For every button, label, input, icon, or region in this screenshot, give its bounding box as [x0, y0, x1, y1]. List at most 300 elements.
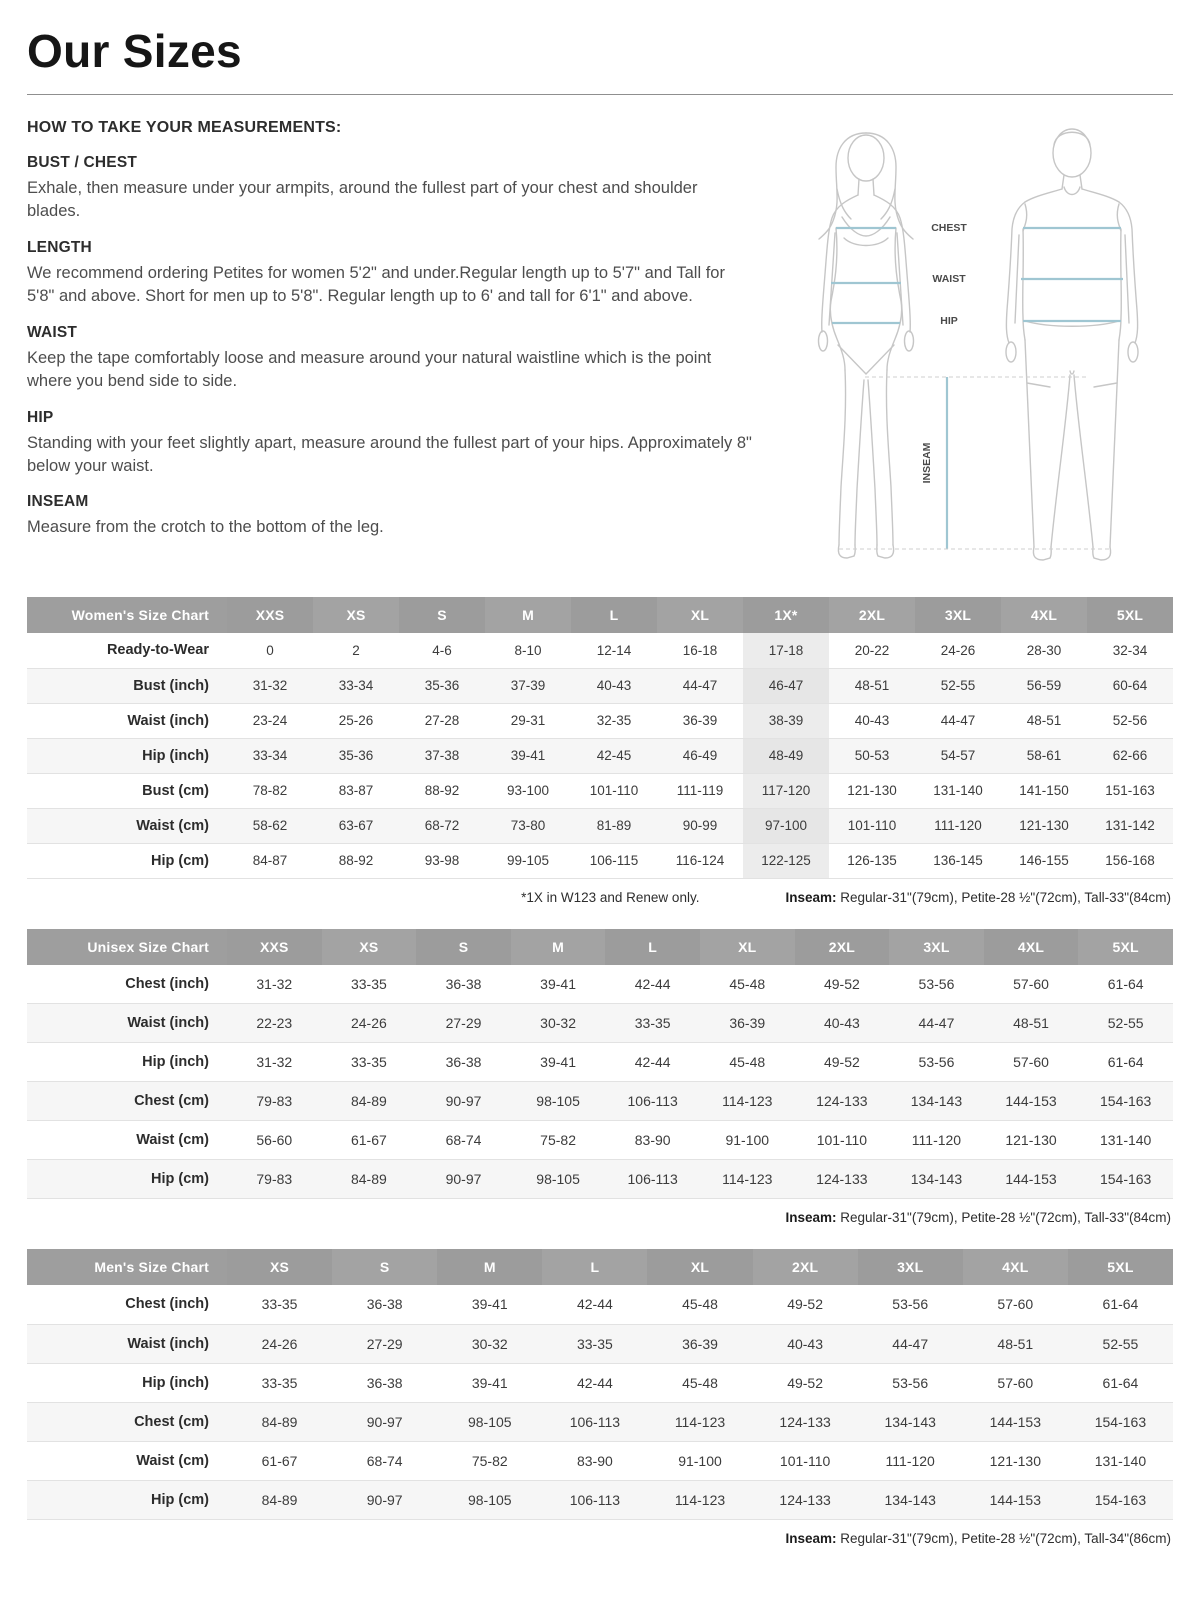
size-cell: 42-44	[542, 1363, 647, 1402]
size-cell: 33-35	[322, 1043, 417, 1082]
table-row	[27, 1285, 1173, 1324]
size-cell: 58-62	[227, 808, 313, 843]
row-label: Waist (cm)	[27, 1121, 227, 1160]
size-cell: 54-57	[915, 738, 1001, 773]
size-cell: 16-18	[657, 633, 743, 668]
inseam-footnote-text: Regular-31"(79cm), Petite-28 ½"(72cm), Tall-33"(84cm)	[840, 1210, 1171, 1225]
inseam-diagram-label: INSEAM	[921, 442, 933, 484]
size-cell: 78-82	[227, 773, 313, 808]
row-label: Bust (inch)	[27, 668, 227, 703]
size-cell: 22-23	[227, 1004, 322, 1043]
row-label: Hip (cm)	[27, 1160, 227, 1199]
size-cell: 53-56	[889, 965, 984, 1004]
size-cell: 39-41	[437, 1285, 542, 1324]
row-label: Hip (inch)	[27, 1363, 227, 1402]
chart-title: Women's Size Chart	[27, 597, 227, 633]
size-column-header: 2XL	[829, 597, 915, 633]
size-column-header: L	[571, 597, 657, 633]
size-cell: 88-92	[313, 843, 399, 878]
size-cell: 33-35	[605, 1004, 700, 1043]
mens-size-chart-section	[27, 1249, 1173, 1546]
table-row	[27, 1004, 1173, 1043]
woman-figure-outline	[819, 133, 914, 558]
size-cell: 49-52	[753, 1285, 858, 1324]
size-column-header: 3XL	[915, 597, 1001, 633]
size-cell: 24-26	[322, 1004, 417, 1043]
footnote-inseam	[785, 1210, 1171, 1225]
size-cell: 97-100	[743, 808, 829, 843]
size-cell: 126-135	[829, 843, 915, 878]
size-cell: 38-39	[743, 703, 829, 738]
size-cell: 106-115	[571, 843, 657, 878]
size-cell: 2	[313, 633, 399, 668]
instruction-title: HIP	[27, 408, 54, 426]
size-cell: 48-51	[1001, 703, 1087, 738]
size-cell: 36-39	[657, 703, 743, 738]
size-cell: 48-51	[829, 668, 915, 703]
size-cell: 156-168	[1087, 843, 1173, 878]
size-cell: 121-130	[963, 1441, 1068, 1480]
size-cell: 136-145	[915, 843, 1001, 878]
size-cell: 40-43	[829, 703, 915, 738]
size-cell: 61-64	[1068, 1363, 1173, 1402]
row-label: Chest (cm)	[27, 1402, 227, 1441]
size-column-header: M	[437, 1249, 542, 1285]
size-cell: 62-66	[1087, 738, 1173, 773]
instruction-title: LENGTH	[27, 238, 92, 256]
row-label: Ready-to-Wear	[27, 633, 227, 668]
size-cell: 52-55	[1078, 1004, 1173, 1043]
size-cell: 88-92	[399, 773, 485, 808]
table-row	[27, 773, 1173, 808]
unisex-size-chart-section	[27, 929, 1173, 1226]
size-column-header: S	[332, 1249, 437, 1285]
size-cell: 114-123	[700, 1082, 795, 1121]
size-cell: 116-124	[657, 843, 743, 878]
size-cell: 84-89	[322, 1082, 417, 1121]
body-measurement-diagram	[777, 119, 1173, 583]
size-cell: 40-43	[753, 1324, 858, 1363]
instruction-body: Standing with your feet slightly apart, measure around the fullest part of your hips. Approximately 8" below your waist.	[27, 433, 752, 475]
size-cell: 33-35	[227, 1285, 332, 1324]
size-cell: 99-105	[485, 843, 571, 878]
row-label: Chest (inch)	[27, 965, 227, 1004]
size-cell: 106-113	[542, 1402, 647, 1441]
size-cell: 75-82	[511, 1121, 606, 1160]
size-column-header: XXS	[227, 597, 313, 633]
size-cell: 106-113	[542, 1480, 647, 1519]
unisex-size-table	[27, 929, 1173, 1200]
size-column-header: 4XL	[1001, 597, 1087, 633]
size-cell: 32-34	[1087, 633, 1173, 668]
size-cell: 134-143	[858, 1402, 963, 1441]
inseam-guide-lines	[839, 377, 1109, 549]
table-row	[27, 1121, 1173, 1160]
table-row	[27, 965, 1173, 1004]
size-cell: 61-64	[1078, 965, 1173, 1004]
size-cell: 98-105	[511, 1082, 606, 1121]
size-cell: 57-60	[963, 1285, 1068, 1324]
size-cell: 52-55	[915, 668, 1001, 703]
inseam-footnote-text: Regular-31"(79cm), Petite-28 ½"(72cm), Tall-34"(86cm)	[840, 1530, 1171, 1546]
size-cell: 131-140	[1068, 1441, 1173, 1480]
size-cell: 29-31	[485, 703, 571, 738]
instruction-title: BUST / CHEST	[27, 154, 138, 171]
size-cell: 154-163	[1078, 1160, 1173, 1199]
size-cell: 27-29	[332, 1324, 437, 1363]
size-cell: 154-163	[1068, 1402, 1173, 1441]
size-column-header: M	[485, 597, 571, 633]
size-column-header: S	[416, 929, 511, 965]
size-column-header: XS	[322, 929, 417, 965]
size-cell: 90-97	[332, 1402, 437, 1441]
size-cell: 93-98	[399, 843, 485, 878]
table-row	[27, 1480, 1173, 1519]
header-row	[27, 597, 1173, 633]
table-row	[27, 1441, 1173, 1480]
size-column-header: XL	[647, 1249, 752, 1285]
table-row	[27, 738, 1173, 773]
instruction-title: INSEAM	[27, 493, 89, 511]
size-cell: 114-123	[700, 1160, 795, 1199]
row-label: Waist (inch)	[27, 703, 227, 738]
size-cell: 44-47	[657, 668, 743, 703]
size-cell: 83-90	[605, 1121, 700, 1160]
size-cell: 144-153	[963, 1402, 1068, 1441]
size-cell: 134-143	[889, 1160, 984, 1199]
instruction-bust-chest	[27, 154, 755, 224]
size-cell: 111-119	[657, 773, 743, 808]
size-cell: 35-36	[399, 668, 485, 703]
size-cell: 53-56	[858, 1363, 963, 1402]
size-column-header: M	[511, 929, 606, 965]
size-cell: 124-133	[753, 1480, 858, 1519]
size-cell: 39-41	[511, 965, 606, 1004]
size-cell: 45-48	[700, 965, 795, 1004]
row-label: Bust (cm)	[27, 773, 227, 808]
size-cell: 45-48	[647, 1285, 752, 1324]
size-cell: 36-38	[416, 965, 511, 1004]
size-cell: 98-105	[437, 1480, 542, 1519]
size-column-header: L	[542, 1249, 647, 1285]
size-cell: 45-48	[647, 1363, 752, 1402]
mens-size-table	[27, 1249, 1173, 1520]
size-cell: 49-52	[795, 965, 890, 1004]
inseam-footnote-label: Inseam:	[785, 889, 837, 905]
size-cell: 121-130	[984, 1121, 1079, 1160]
size-cell: 114-123	[647, 1480, 752, 1519]
size-cell: 49-52	[753, 1363, 858, 1402]
footnote-inseam	[785, 1531, 1171, 1546]
size-cell: 84-89	[227, 1402, 332, 1441]
size-cell: 48-51	[984, 1004, 1079, 1043]
size-cell: 79-83	[227, 1082, 322, 1121]
size-cell: 44-47	[858, 1324, 963, 1363]
womens-chart-footnotes	[27, 879, 1173, 905]
size-column-header: XXS	[227, 929, 322, 965]
size-column-header: 5XL	[1068, 1249, 1173, 1285]
size-column-header: XS	[313, 597, 399, 633]
size-cell: 68-74	[332, 1441, 437, 1480]
size-cell: 33-34	[313, 668, 399, 703]
size-cell: 154-163	[1068, 1480, 1173, 1519]
size-cell: 144-153	[963, 1480, 1068, 1519]
header-row	[27, 929, 1173, 965]
size-cell: 90-97	[416, 1082, 511, 1121]
size-cell: 117-120	[743, 773, 829, 808]
inseam-footnote-text: Regular-31"(79cm), Petite-28 ½"(72cm), Tall-33"(84cm)	[840, 889, 1171, 905]
instructions-heading: HOW TO TAKE YOUR MEASUREMENTS:	[27, 119, 342, 136]
size-cell: 0	[227, 633, 313, 668]
size-cell: 84-89	[322, 1160, 417, 1199]
size-cell: 134-143	[889, 1082, 984, 1121]
inseam-footnote-label: Inseam:	[785, 1210, 837, 1225]
size-cell: 48-51	[963, 1324, 1068, 1363]
size-cell: 91-100	[647, 1441, 752, 1480]
size-cell: 36-39	[700, 1004, 795, 1043]
instruction-body: Keep the tape comfortably loose and measure around your natural waistline which is the point where you bend side to side.	[27, 348, 712, 391]
size-cell: 57-60	[984, 965, 1079, 1004]
row-label: Waist (inch)	[27, 1324, 227, 1363]
size-cell: 33-35	[542, 1324, 647, 1363]
size-cell: 121-130	[829, 773, 915, 808]
size-cell: 27-28	[399, 703, 485, 738]
size-column-header: 5XL	[1087, 597, 1173, 633]
mens-chart-footnotes	[27, 1520, 1173, 1546]
table-row	[27, 808, 1173, 843]
size-cell: 36-39	[647, 1324, 752, 1363]
size-cell: 111-120	[915, 808, 1001, 843]
size-column-header: 3XL	[858, 1249, 963, 1285]
size-cell: 48-49	[743, 738, 829, 773]
size-column-header: XS	[227, 1249, 332, 1285]
size-column-header: 2XL	[753, 1249, 858, 1285]
instruction-body: Measure from the crotch to the bottom of the leg.	[27, 518, 384, 537]
row-label: Hip (cm)	[27, 1480, 227, 1519]
table-row	[27, 1402, 1173, 1441]
size-cell: 73-80	[485, 808, 571, 843]
size-cell: 53-56	[858, 1285, 963, 1324]
table-row	[27, 1043, 1173, 1082]
title-divider	[27, 94, 1173, 95]
size-cell: 57-60	[984, 1043, 1079, 1082]
size-cell: 20-22	[829, 633, 915, 668]
table-row	[27, 1160, 1173, 1199]
size-cell: 52-56	[1087, 703, 1173, 738]
table-row	[27, 843, 1173, 878]
size-cell: 106-113	[605, 1160, 700, 1199]
size-cell: 42-44	[605, 1043, 700, 1082]
row-label: Waist (cm)	[27, 1441, 227, 1480]
size-cell: 68-74	[416, 1121, 511, 1160]
size-cell: 111-120	[889, 1121, 984, 1160]
size-cell: 68-72	[399, 808, 485, 843]
size-cell: 81-89	[571, 808, 657, 843]
size-cell: 61-64	[1068, 1285, 1173, 1324]
size-cell: 90-99	[657, 808, 743, 843]
size-cell: 83-87	[313, 773, 399, 808]
size-cell: 124-133	[795, 1160, 890, 1199]
size-cell: 101-110	[795, 1121, 890, 1160]
instruction-body: We recommend ordering Petites for women 5'2" and under.Regular length up to 5'7" and Tall for 5'8" and above. Short for men up to 5'8". Regular length up to 6' and tall for 6'1" and above.	[27, 263, 725, 306]
instruction-waist	[27, 324, 755, 394]
man-figure-outline	[1006, 129, 1138, 560]
size-cell: 56-59	[1001, 668, 1087, 703]
size-cell: 24-26	[915, 633, 1001, 668]
size-cell: 31-32	[227, 1043, 322, 1082]
table-row	[27, 1082, 1173, 1121]
intro-section	[27, 119, 1173, 583]
size-cell: 44-47	[889, 1004, 984, 1043]
size-cell: 98-105	[511, 1160, 606, 1199]
size-column-header: S	[399, 597, 485, 633]
size-column-header: XL	[657, 597, 743, 633]
chest-diagram-label: CHEST	[931, 222, 967, 234]
size-cell: 154-163	[1078, 1082, 1173, 1121]
size-cell: 124-133	[753, 1402, 858, 1441]
waist-diagram-label: WAIST	[932, 273, 966, 285]
size-cell: 32-35	[571, 703, 657, 738]
size-cell: 37-38	[399, 738, 485, 773]
size-cell: 44-47	[915, 703, 1001, 738]
womens-size-table	[27, 597, 1173, 879]
size-cell: 101-110	[753, 1441, 858, 1480]
size-cell: 39-41	[485, 738, 571, 773]
size-cell: 83-90	[542, 1441, 647, 1480]
row-label: Hip (inch)	[27, 1043, 227, 1082]
row-label: Hip (inch)	[27, 738, 227, 773]
size-column-header: 5XL	[1078, 929, 1173, 965]
size-cell: 93-100	[485, 773, 571, 808]
size-cell: 124-133	[795, 1082, 890, 1121]
size-cell: 36-38	[416, 1043, 511, 1082]
size-column-header: 3XL	[889, 929, 984, 965]
size-cell: 75-82	[437, 1441, 542, 1480]
size-cell: 28-30	[1001, 633, 1087, 668]
size-cell: 23-24	[227, 703, 313, 738]
size-cell: 111-120	[858, 1441, 963, 1480]
footnote-1x-note: *1X in W123 and Renew only.	[521, 889, 700, 905]
size-column-header: 4XL	[984, 929, 1079, 965]
size-cell: 31-32	[227, 965, 322, 1004]
size-cell: 45-48	[700, 1043, 795, 1082]
table-row	[27, 1363, 1173, 1402]
size-cell: 39-41	[511, 1043, 606, 1082]
size-cell: 121-130	[1001, 808, 1087, 843]
size-cell: 134-143	[858, 1480, 963, 1519]
size-cell: 98-105	[437, 1402, 542, 1441]
size-cell: 27-29	[416, 1004, 511, 1043]
row-label: Chest (inch)	[27, 1285, 227, 1324]
size-cell: 91-100	[700, 1121, 795, 1160]
size-cell: 84-87	[227, 843, 313, 878]
inseam-footnote-label: Inseam:	[785, 1530, 837, 1546]
size-cell: 36-38	[332, 1285, 437, 1324]
size-cell: 101-110	[571, 773, 657, 808]
size-cell: 36-38	[332, 1363, 437, 1402]
size-cell: 17-18	[743, 633, 829, 668]
size-cell: 33-35	[322, 965, 417, 1004]
size-cell: 33-35	[227, 1363, 332, 1402]
row-label: Waist (inch)	[27, 1004, 227, 1043]
size-cell: 42-44	[542, 1285, 647, 1324]
size-cell: 40-43	[571, 668, 657, 703]
size-cell: 30-32	[511, 1004, 606, 1043]
size-cell: 4-6	[399, 633, 485, 668]
size-cell: 25-26	[313, 703, 399, 738]
chart-title: Men's Size Chart	[27, 1249, 227, 1285]
size-cell: 49-52	[795, 1043, 890, 1082]
size-column-header: 1X*	[743, 597, 829, 633]
measurement-diagram-area	[773, 119, 1173, 583]
size-column-header: XL	[700, 929, 795, 965]
table-row	[27, 668, 1173, 703]
size-cell: 8-10	[485, 633, 571, 668]
chart-title: Unisex Size Chart	[27, 929, 227, 965]
instruction-length	[27, 239, 755, 309]
size-cell: 46-47	[743, 668, 829, 703]
size-column-header: L	[605, 929, 700, 965]
row-label: Waist (cm)	[27, 808, 227, 843]
size-cell: 42-44	[605, 965, 700, 1004]
size-cell: 84-89	[227, 1480, 332, 1519]
size-cell: 90-97	[416, 1160, 511, 1199]
size-cell: 106-113	[605, 1082, 700, 1121]
size-cell: 141-150	[1001, 773, 1087, 808]
size-cell: 131-140	[915, 773, 1001, 808]
size-cell: 24-26	[227, 1324, 332, 1363]
size-cell: 58-61	[1001, 738, 1087, 773]
page-title: Our Sizes	[27, 25, 242, 77]
size-cell: 42-45	[571, 738, 657, 773]
size-cell: 53-56	[889, 1043, 984, 1082]
instruction-hip	[27, 409, 755, 479]
size-cell: 63-67	[313, 808, 399, 843]
size-cell: 61-67	[227, 1441, 332, 1480]
size-cell: 57-60	[963, 1363, 1068, 1402]
size-cell: 35-36	[313, 738, 399, 773]
size-cell: 144-153	[984, 1082, 1079, 1121]
size-cell: 46-49	[657, 738, 743, 773]
table-row	[27, 703, 1173, 738]
size-cell: 79-83	[227, 1160, 322, 1199]
instruction-inseam	[27, 493, 755, 539]
row-label: Chest (cm)	[27, 1082, 227, 1121]
womens-size-chart-section	[27, 597, 1173, 905]
size-cell: 151-163	[1087, 773, 1173, 808]
size-cell: 40-43	[795, 1004, 890, 1043]
size-cell: 50-53	[829, 738, 915, 773]
row-label: Hip (cm)	[27, 843, 227, 878]
size-cell: 52-55	[1068, 1324, 1173, 1363]
size-cell: 60-64	[1087, 668, 1173, 703]
size-cell: 101-110	[829, 808, 915, 843]
footnote-inseam	[785, 890, 1171, 905]
size-cell: 114-123	[647, 1402, 752, 1441]
header-row	[27, 1249, 1173, 1285]
unisex-chart-footnotes	[27, 1199, 1173, 1225]
size-cell: 122-125	[743, 843, 829, 878]
size-cell: 90-97	[332, 1480, 437, 1519]
size-cell: 30-32	[437, 1324, 542, 1363]
size-cell: 131-142	[1087, 808, 1173, 843]
instruction-body: Exhale, then measure under your armpits, around the fullest part of your chest and shoulder blades.	[27, 179, 698, 221]
instruction-title: WAIST	[27, 323, 78, 341]
size-cell: 131-140	[1078, 1121, 1173, 1160]
size-cell: 12-14	[571, 633, 657, 668]
size-cell: 146-155	[1001, 843, 1087, 878]
size-cell: 61-67	[322, 1121, 417, 1160]
